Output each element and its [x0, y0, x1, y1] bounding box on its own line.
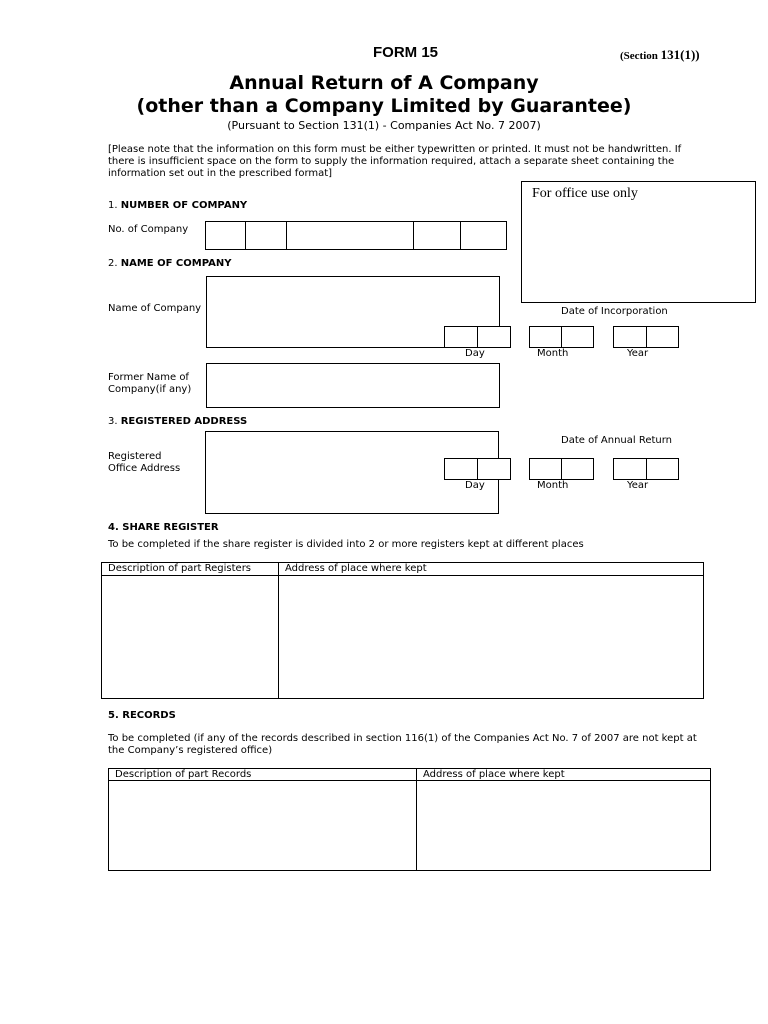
office-use-box — [521, 181, 756, 303]
company-number-label: No. of Company — [108, 224, 189, 235]
return-day-input[interactable] — [444, 458, 511, 480]
date-annual-return-label: Date of Annual Return — [561, 435, 673, 446]
form-subtitle: (Pursuant to Section 131(1) - Companies Act No. 7 2007) — [227, 119, 541, 132]
section-2-heading — [108, 258, 231, 270]
section-3-heading — [108, 416, 247, 428]
incorporation-month-label: Month — [537, 348, 569, 359]
section-4-instruction: To be completed if the share register is divided into 2 or more registers kept at different places — [108, 539, 584, 550]
records-row — [109, 781, 711, 871]
incorporation-month-input[interactable] — [529, 326, 594, 348]
form-title-line2: (other than a Company Limited by Guarantee) — [136, 95, 632, 117]
former-name-label: Former Name of Company(if any) — [108, 372, 192, 395]
section-1-title: NUMBER OF COMPANY — [120, 200, 248, 211]
company-name-label: Name of Company — [108, 303, 202, 314]
registered-address-label: Registered Office Address — [108, 451, 181, 474]
section-1-number: 1. — [108, 200, 121, 211]
return-day-label: Day — [465, 480, 485, 491]
records-col-address: Address of place where kept — [417, 769, 711, 781]
section-1-heading — [108, 200, 247, 212]
return-year-input[interactable] — [613, 458, 679, 480]
records-address-cell[interactable] — [417, 781, 711, 871]
form-number: FORM 15 — [373, 44, 439, 61]
section-3-number: 3. — [108, 416, 121, 427]
section-number: 131(1)) — [660, 47, 700, 62]
section-2-number: 2. — [108, 258, 121, 269]
incorporation-year-label: Year — [627, 348, 649, 359]
share-register-col-description: Description of part Registers — [102, 563, 279, 576]
section-reference — [620, 47, 700, 63]
company-number-input[interactable] — [205, 221, 507, 250]
section-2-title: NAME OF COMPANY — [120, 258, 232, 269]
return-month-input[interactable] — [529, 458, 594, 480]
records-description-cell[interactable] — [109, 781, 417, 871]
share-register-header-row — [102, 563, 704, 576]
date-incorporation-label: Date of Incorporation — [561, 306, 668, 317]
office-use-label: For office use only — [532, 186, 638, 201]
share-register-row — [102, 576, 704, 699]
share-register-col-address: Address of place where kept — [279, 563, 704, 576]
records-table — [108, 768, 711, 871]
records-col-description: Description of part Records — [109, 769, 417, 781]
section-prefix: (Section — [620, 50, 661, 62]
section-5-title: 5. RECORDS — [108, 710, 176, 721]
section-4-title: 4. SHARE REGISTER — [108, 522, 219, 533]
incorporation-year-input[interactable] — [613, 326, 679, 348]
share-register-address-cell[interactable] — [279, 576, 704, 699]
section-3-title: REGISTERED ADDRESS — [120, 416, 248, 427]
instruction-note: [Please note that the information on this form must be either typewritten or printed. It must not be handwritten. If there is insufficient space on the form to supply the information required, attach a separate sheet containing the information set out in the prescribed format] — [108, 144, 682, 179]
return-month-label: Month — [537, 480, 569, 491]
share-register-description-cell[interactable] — [102, 576, 279, 699]
share-register-table — [101, 562, 704, 699]
records-header-row — [109, 769, 711, 781]
incorporation-day-label: Day — [465, 348, 485, 359]
former-name-input[interactable] — [206, 363, 500, 408]
section-5-instruction: To be completed (if any of the records described in section 116(1) of the Companies Act No. 7 of 2007 are not kept at the Company’s registered office) — [108, 733, 697, 756]
incorporation-day-input[interactable] — [444, 326, 511, 348]
return-year-label: Year — [627, 480, 649, 491]
form-title-line1: Annual Return of A Company — [229, 72, 539, 94]
